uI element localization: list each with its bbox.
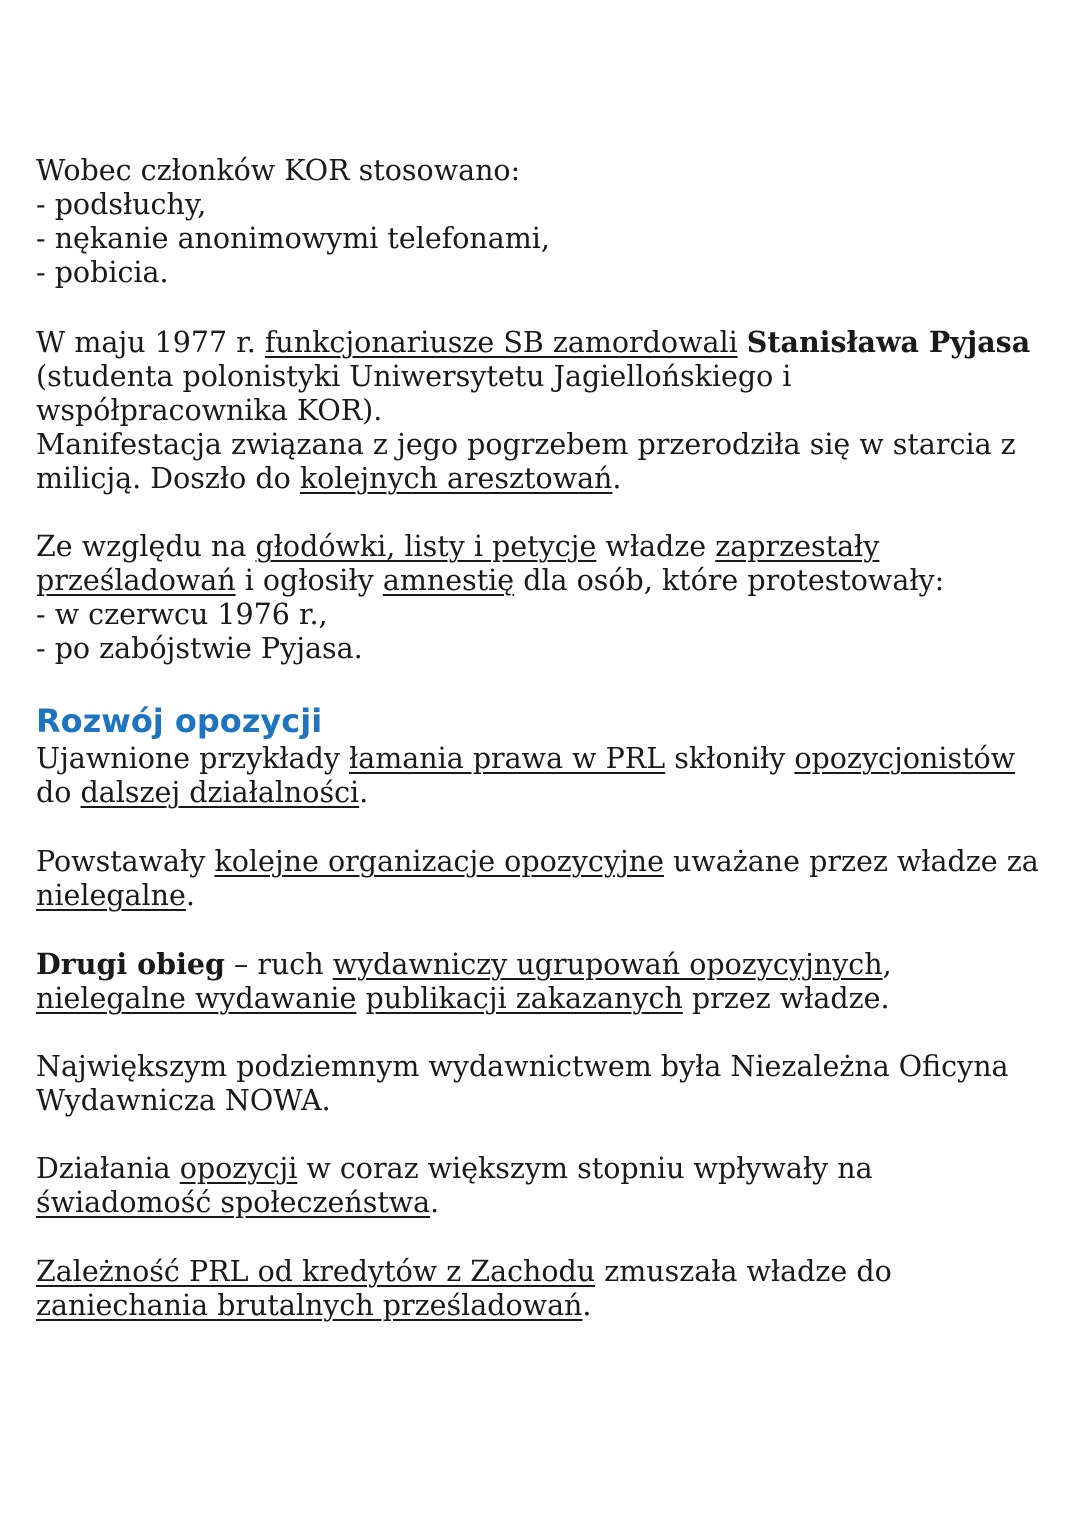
list-item: - po zabójstwie Pyjasa. (36, 632, 363, 665)
text: . (430, 1186, 440, 1219)
list-item: - w czerwcu 1976 r., (36, 598, 328, 631)
text: , (882, 948, 892, 981)
list-item: - nękanie anonimowymi telefonami, (36, 222, 550, 255)
section-heading (36, 702, 1046, 740)
underlined-text: publikacji zakazanych (365, 982, 683, 1015)
paragraph-drugi-obieg (36, 947, 1046, 1016)
text: skłoniły (665, 742, 795, 775)
underlined-text: dalszej działalności (80, 776, 360, 809)
underlined-text: funkcjonariusze SB zamordowali (264, 326, 738, 359)
underlined-text: amnestię (382, 564, 515, 597)
section-credits (36, 1255, 1046, 1323)
underlined-text: opozycji (179, 1152, 298, 1185)
underlined-text: zaniechania brutalnych prześladowań (36, 1289, 583, 1322)
underlined-text: kolejnych aresztowań (299, 462, 613, 495)
text: W maju 1977 r. (36, 326, 265, 359)
paragraph-intro: Wobec członków KOR stosowano: (36, 154, 521, 187)
text: . (359, 776, 369, 809)
text: Ze względu na (36, 530, 256, 563)
underlined-text: Zależność PRL od kredytów z Zachodu (36, 1255, 596, 1288)
underlined-text: zaprzestały prześladowań (36, 530, 880, 597)
text: w coraz większym stopniu wpływały na (297, 1152, 873, 1185)
text (738, 326, 747, 359)
paragraph-nowa: Największym podziemnym wydawnictwem była Niezależna Oficyna Wydawnicza NOWA. (36, 1050, 1009, 1117)
text: . (582, 1289, 592, 1322)
underlined-text: nielegalne (36, 879, 186, 912)
paragraph-law-breaking (36, 742, 1046, 810)
section-title: Rozwój opozycji (36, 702, 323, 740)
text: władze (596, 530, 716, 563)
text: . (185, 879, 195, 912)
text: zmuszała władze do (595, 1255, 892, 1288)
section-kor-methods (36, 154, 1046, 290)
text: – ruch (224, 948, 333, 981)
text: . (612, 462, 622, 495)
section-nowa (36, 1050, 1046, 1118)
underlined-text: kolejne organizacje opozycyjne (214, 845, 664, 878)
list-item: - podsłuchy, (36, 188, 207, 221)
text: Ujawnione przykłady (36, 742, 350, 775)
paragraph-organizations (36, 845, 1046, 913)
text: uważane przez władze za (663, 845, 1039, 878)
underlined-text: świadomość społeczeństwa (36, 1186, 431, 1219)
text: do (36, 776, 81, 809)
paragraph-amnesty (36, 530, 1046, 598)
text: Manifestacja związana z jego pogrzebem przerodziła się w starcia z milicją. Doszło do (36, 428, 1016, 495)
text: Działania (36, 1152, 180, 1185)
text: i ogłosiły (235, 564, 383, 597)
section-awareness (36, 1152, 1046, 1220)
paragraph-awareness (36, 1152, 1046, 1220)
underlined-text: łamania prawa w PRL (349, 742, 666, 775)
section-organizations (36, 845, 1046, 913)
underlined-text: nielegalne wydawanie (36, 982, 357, 1015)
paragraph-credits (36, 1255, 1046, 1323)
underlined-text: wydawniczy ugrupowań opozycyjnych (332, 948, 883, 981)
bold-text: Drugi obieg (36, 947, 225, 981)
underlined-text: opozycjonistów (794, 742, 1016, 775)
paragraph-pyjas-murder (36, 325, 1046, 428)
text: Powstawały (36, 845, 215, 878)
paragraph-funeral (36, 428, 1046, 496)
text: przez władze. (682, 982, 890, 1015)
underlined-text: głodówki, listy i petycje (255, 530, 597, 563)
section-development (36, 742, 1046, 810)
section-drugi-obieg (36, 947, 1046, 1016)
text: dla osób, które protestowały: (514, 564, 945, 597)
bold-text: Stanisława Pyjasa (746, 325, 1031, 359)
section-amnesty (36, 530, 1046, 666)
section-pyjas (36, 325, 1046, 496)
text: (studenta polonistyki Uniwersytetu Jagiellońskiego i współpracownika KOR). (36, 360, 792, 427)
list-item: - pobicia. (36, 256, 169, 289)
